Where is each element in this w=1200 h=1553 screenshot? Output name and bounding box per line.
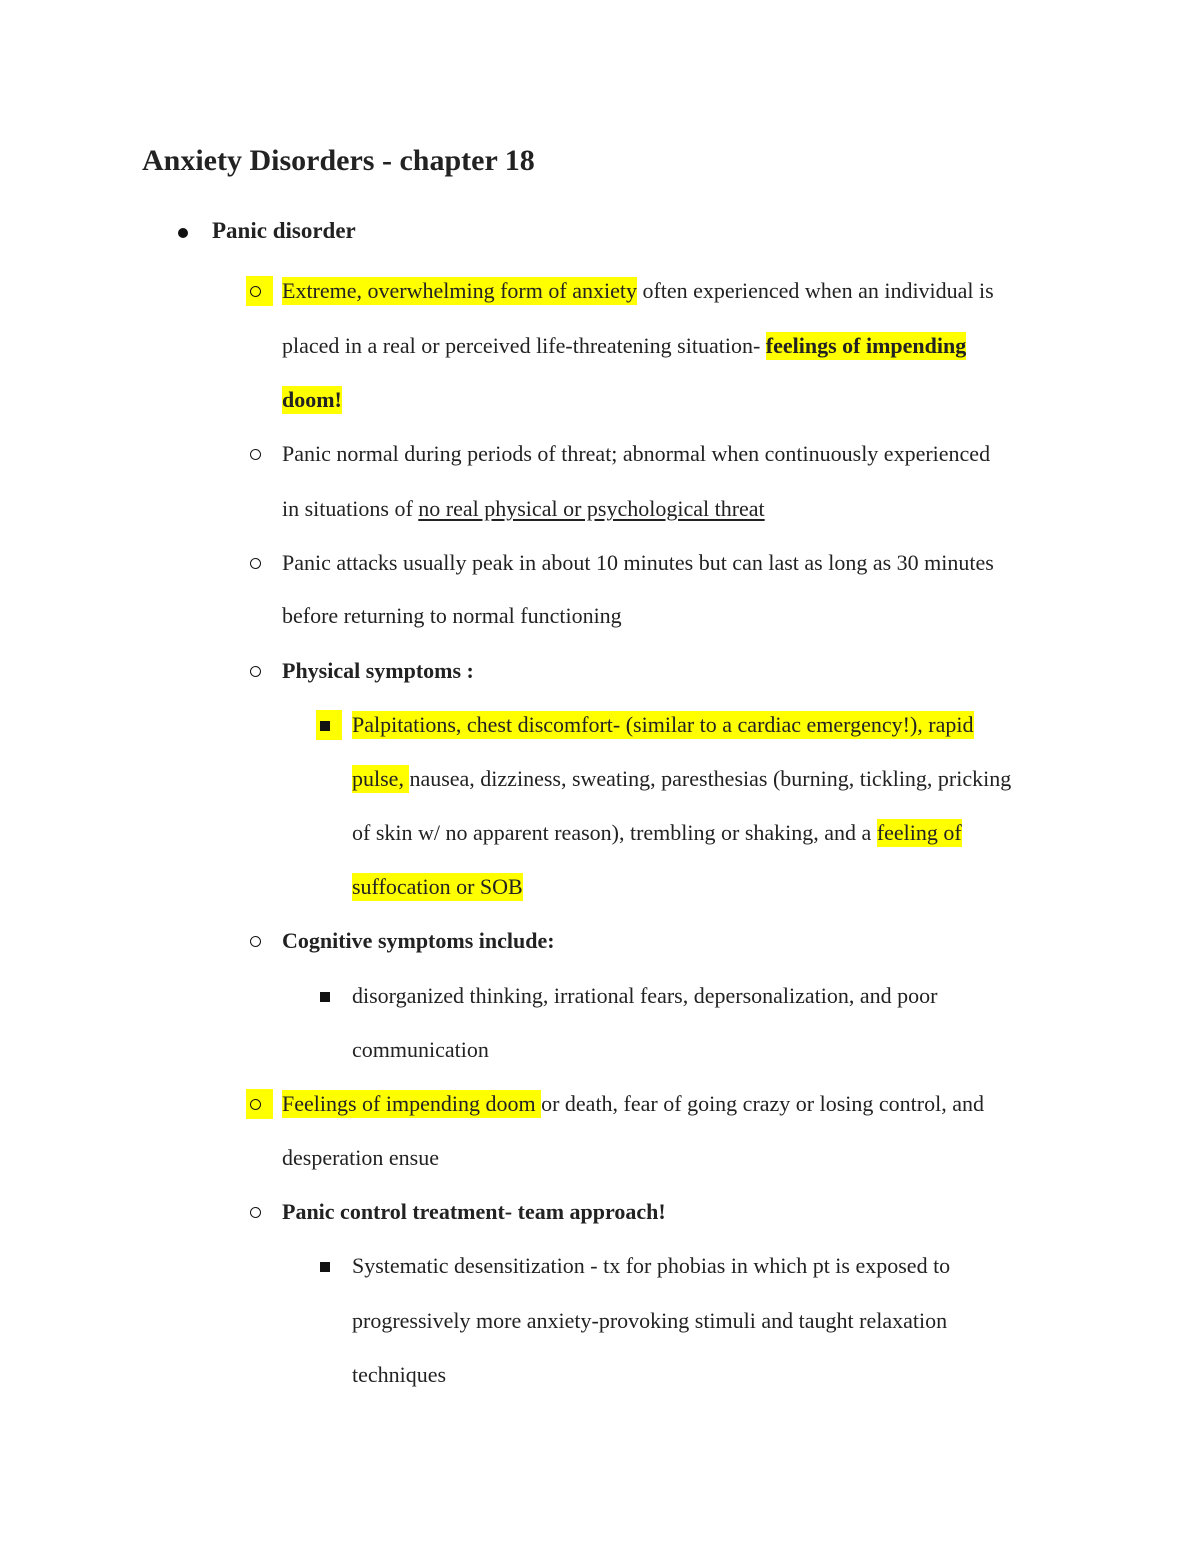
list-item-line: in situations of no real physical or psychological threat (282, 496, 765, 521)
bullet-circle (250, 926, 261, 956)
bullet-square (320, 1251, 330, 1281)
list-item-line: suffocation or SOB (352, 874, 523, 899)
bullet-circle (246, 276, 273, 306)
bullet-circle (246, 1089, 273, 1119)
bullet-square (320, 981, 330, 1011)
list-item: Feelings of impending doom or death, fear of going crazy or losing control, and (282, 1091, 984, 1116)
list-item-line: progressively more anxiety-provoking stimuli and taught relaxation (352, 1308, 948, 1333)
list-item: Systematic desensitization - tx for phobias in which pt is exposed to (352, 1253, 951, 1278)
list-item: disorganized thinking, irrational fears, depersonalization, and poor (352, 983, 938, 1008)
list-item: Panic attacks usually peak in about 10 minutes but can last as long as 30 minutes (282, 550, 994, 575)
list-item-line: placed in a real or perceived life-threatening situation- feelings of impending (282, 333, 967, 358)
list-item-line: desperation ensue (282, 1145, 439, 1170)
section-heading: Panic disorder (212, 218, 356, 243)
bullet-circle (250, 656, 261, 686)
list-item: Extreme, overwhelming form of anxiety often experienced when an individual is (282, 278, 994, 303)
list-item: Palpitations, chest discomfort- (similar to a cardiac emergency!), rapid (352, 712, 974, 737)
list-item-line: pulse, nausea, dizziness, sweating, paresthesias (burning, tickling, pricking (352, 766, 1012, 791)
list-item-line: doom! (282, 387, 342, 412)
bullet-circle (250, 1197, 261, 1227)
subheading-physical-symptoms: Physical symptoms : (282, 658, 474, 683)
subheading-cognitive-symptoms: Cognitive symptoms include: (282, 928, 555, 953)
list-item-line: of skin w/ no apparent reason), trembling or shaking, and a feeling of (352, 820, 962, 845)
list-item-line: before returning to normal functioning (282, 603, 622, 628)
bullet-disc (178, 217, 188, 247)
bullet-circle (250, 439, 261, 469)
list-item-line: techniques (352, 1362, 447, 1387)
page-title: Anxiety Disorders - chapter 18 (142, 144, 535, 177)
list-item-line: communication (352, 1037, 489, 1062)
bullet-square (316, 710, 342, 740)
list-item: Panic normal during periods of threat; abnormal when continuously experienced (282, 441, 991, 466)
bullet-circle (250, 548, 261, 578)
subheading-panic-control-treatment: Panic control treatment- team approach! (282, 1199, 666, 1224)
